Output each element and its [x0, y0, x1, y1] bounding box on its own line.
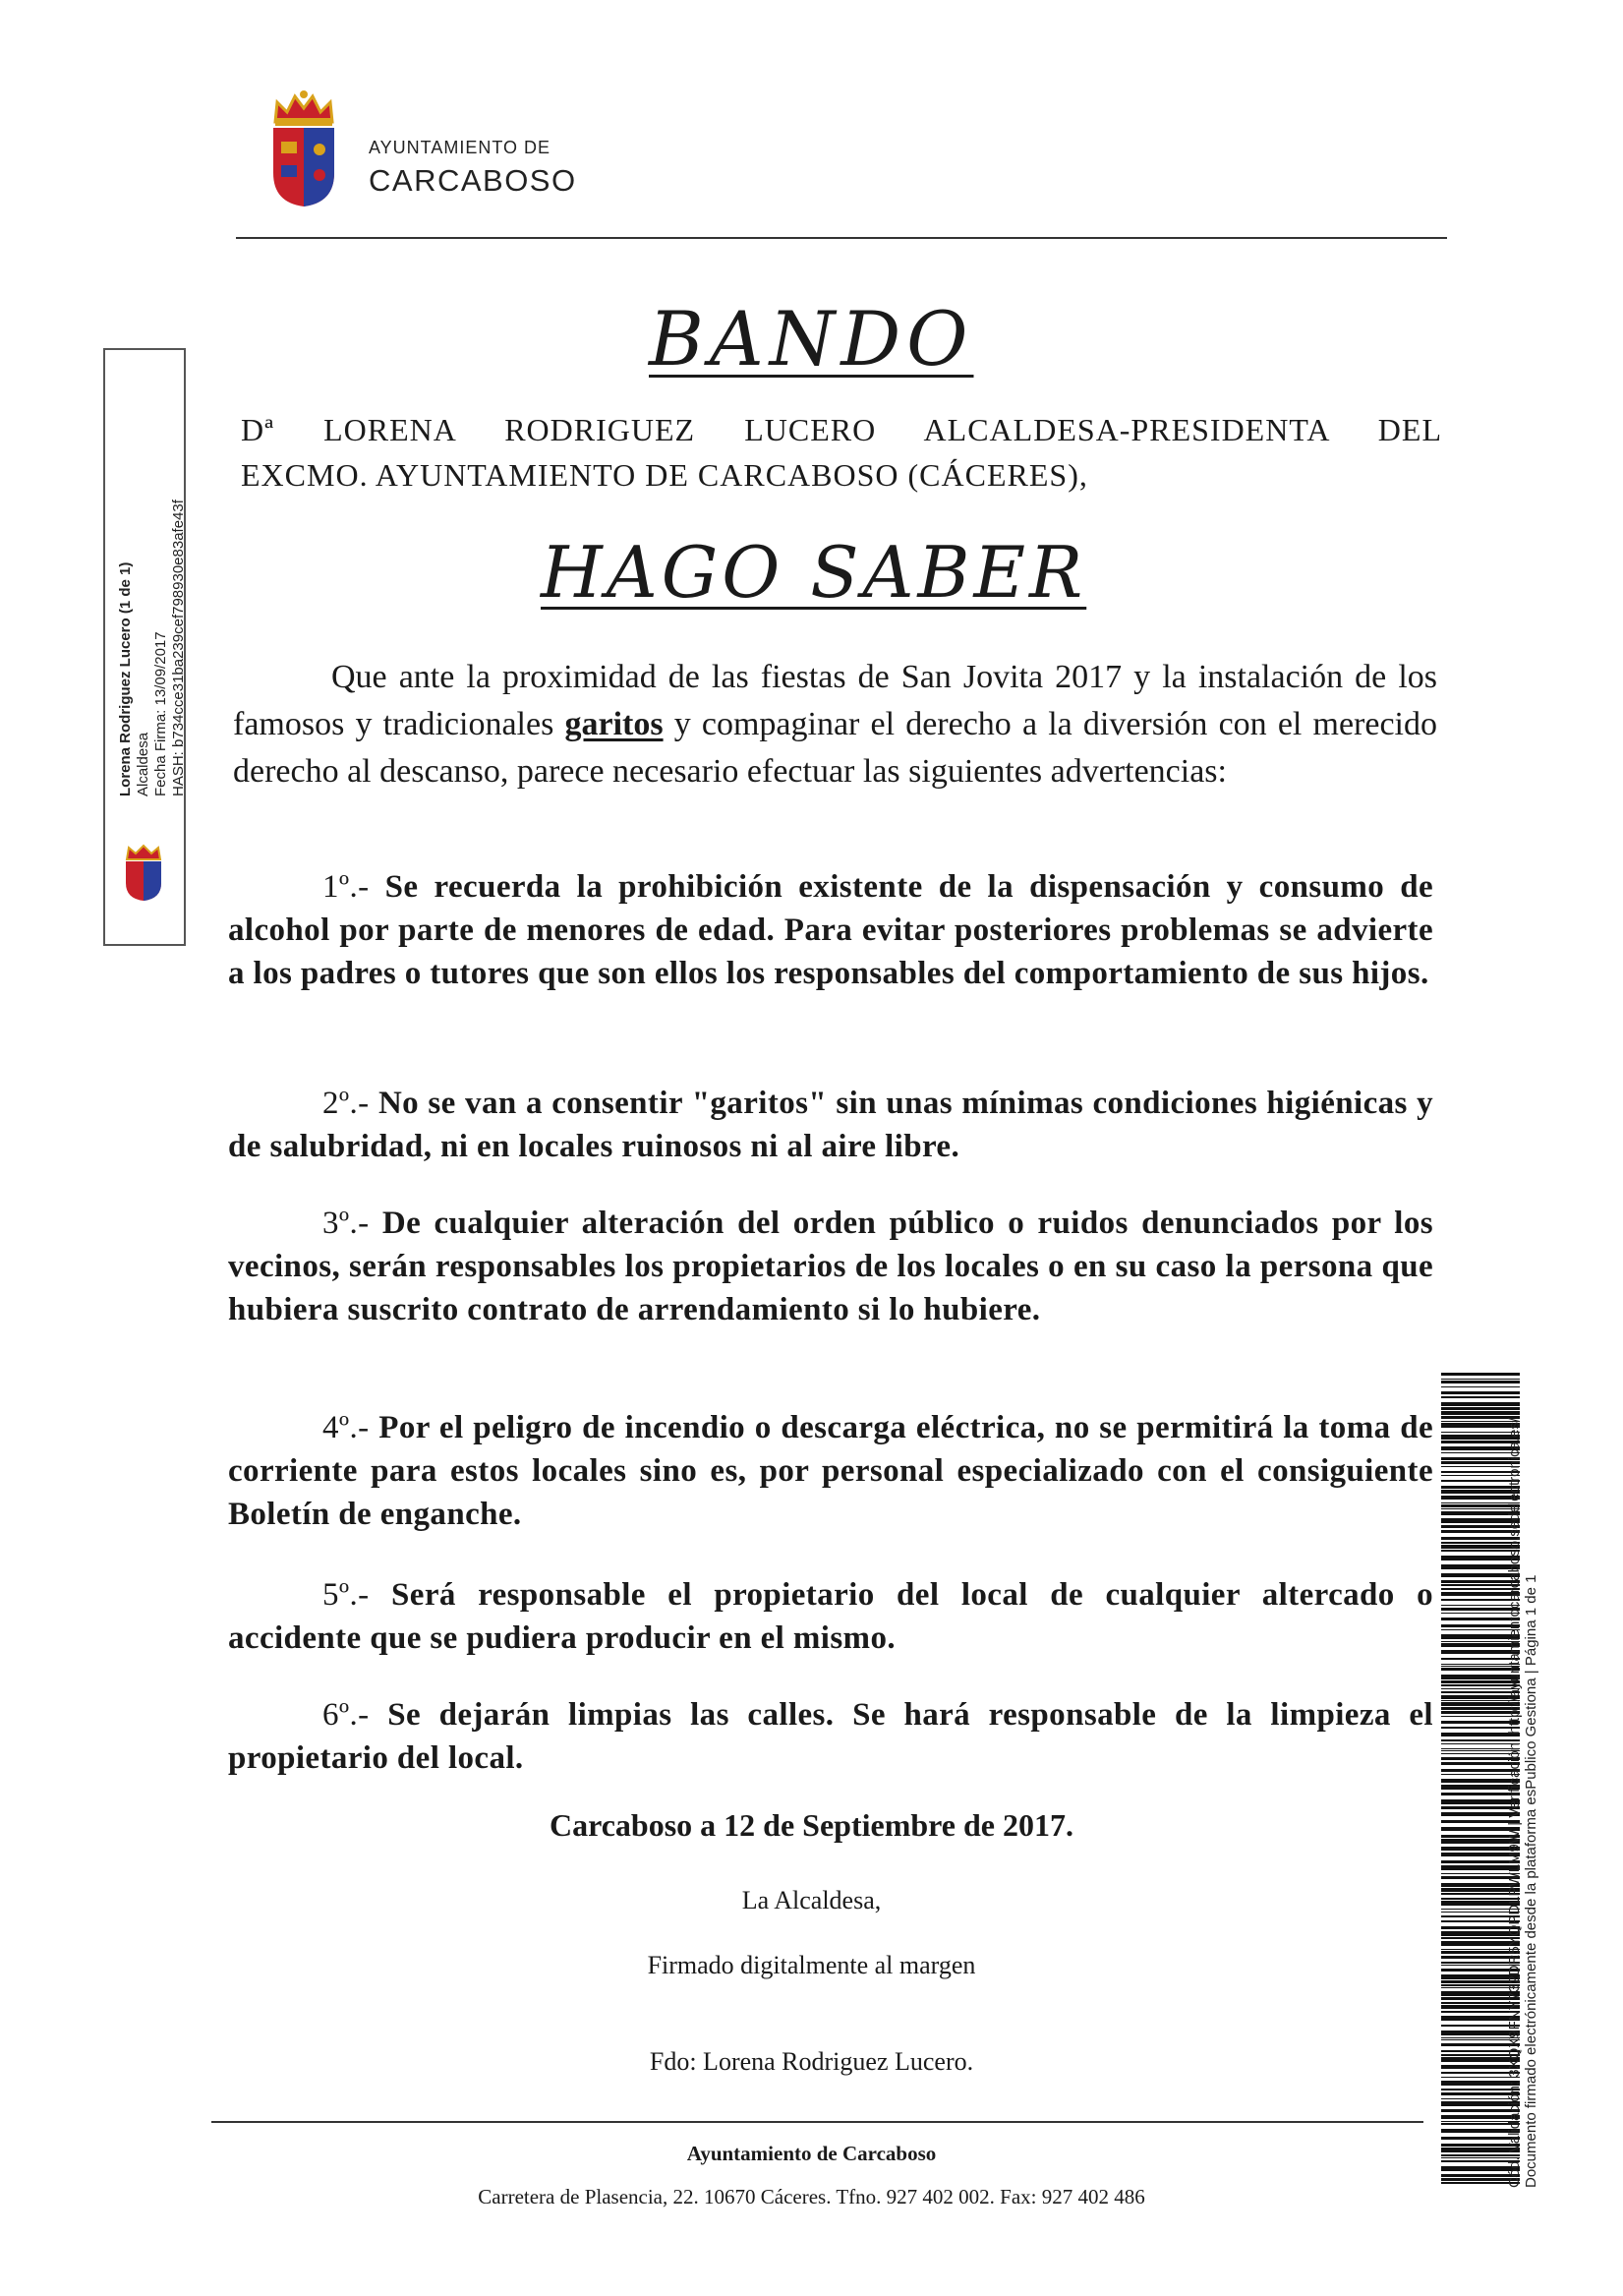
org-name: CARCABOSO	[369, 163, 577, 198]
warning-item	[228, 1082, 1433, 1168]
verification-code: Cód. Validación: 3XQX9FNY732DR5YQPDLPWLM9W | Verificación: http://ayuntamientocarcaboso.sedelectronica.es/	[1506, 1417, 1523, 2188]
warning-item	[228, 1693, 1433, 1780]
item-number: 6º.-	[322, 1697, 370, 1733]
stamp-hash: HASH: b734cce31ba239cef798930e83afe43f	[170, 500, 187, 796]
signer-title: La Alcaldesa,	[741, 1886, 882, 1914]
digital-signature-note: Firmado digitalmente al margen	[647, 1951, 976, 1979]
item-number: 3º.-	[322, 1206, 370, 1241]
warning-item	[228, 1573, 1433, 1660]
issuer-heading-line-1: Dª LORENA RODRIGUEZ LUCERO ALCALDESA-PRESIDENTA DEL	[241, 412, 1442, 447]
place-and-date: Carcaboso a 12 de Septiembre de 2017.	[549, 1807, 1073, 1843]
issuer-heading	[241, 407, 1442, 498]
item-text: De cualquier alteración del orden público o ruidos denunciados por los vecinos, serán responsables los propietarios de los locales o en su caso la persona que hubiera suscrito contrato de arrendamiento si lo hubiere.	[228, 1206, 1433, 1327]
item-number: 2º.-	[322, 1086, 370, 1121]
footer-org-name: Ayuntamiento de Carcaboso	[686, 2142, 937, 2165]
intro-emphasis: garitos	[564, 706, 664, 742]
stamp-date: Fecha Firma: 13/09/2017	[152, 631, 169, 796]
stamp-crest-icon	[121, 844, 166, 903]
proclamation-title: HAGO SABER	[541, 531, 1087, 614]
item-text: Se recuerda la prohibición existente de la dispensación y consumo de alcohol por parte de menores de edad. Para evitar posteriores problemas se advierte a los padres o tutores que son ellos los responsables del comportamiento de sus hijos.	[228, 869, 1433, 991]
coat-of-arms-logo	[265, 88, 342, 208]
document-title: BANDO	[649, 295, 974, 383]
stamp-role: Alcaldesa	[135, 732, 151, 796]
item-text: Por el peligro de incendio o descarga eléctrica, no se permitirá la toma de corriente para estos locales sino es, por personal especializado con el consiguiente Boletín de enganche.	[228, 1410, 1433, 1532]
issuer-heading-line-2: EXCMO. AYUNTAMIENTO DE CARCABOSO (CÁCERES),	[241, 457, 1088, 493]
item-number: 1º.-	[322, 869, 370, 905]
footer-address: Carretera de Plasencia, 22. 10670 Cáceres. Tfno. 927 402 002. Fax: 927 402 486	[478, 2185, 1145, 2208]
digital-signature-stamp	[103, 348, 186, 946]
item-number: 5º.-	[322, 1577, 370, 1613]
warning-item	[228, 1202, 1433, 1331]
org-prefix: AYUNTAMIENTO DE	[369, 138, 551, 157]
item-text: No se van a consentir "garitos" sin unas mínimas condiciones higiénicas y de salubridad, ni en locales ruinosos ni al aire libre.	[228, 1086, 1433, 1164]
stamp-signer: Lorena Rodriguez Lucero (1 de 1)	[117, 561, 134, 796]
footer-divider	[211, 2121, 1423, 2123]
intro-paragraph	[233, 654, 1437, 795]
item-text: Será responsable el propietario del local de cualquier altercado o accidente que se pudiera producir en el mismo.	[228, 1577, 1433, 1656]
warning-item	[228, 865, 1433, 995]
item-number: 4º.-	[322, 1410, 370, 1445]
signer-name: Fdo: Lorena Rodriguez Lucero.	[649, 2047, 974, 2076]
item-text: Se dejarán limpias las calles. Se hará responsable de la limpieza el propietario del local.	[228, 1697, 1434, 1776]
intro-text-after: y compaginar el derecho a la diversión con el merecido derecho al descanso, parece necesario efectuar las siguientes advertencias:	[233, 706, 1437, 790]
verification-platform: Documento firmado electrónicamente desde la plataforma esPublico Gestiona | Página 1 de 1	[1523, 1574, 1539, 2188]
warning-item	[228, 1406, 1433, 1536]
header-divider	[236, 237, 1447, 239]
intro-text-before: Que ante la proximidad de las fiestas de San Jovita 2017 y la instalación de los famosos y tradicionales	[233, 659, 1437, 742]
letterhead	[265, 88, 1150, 216]
